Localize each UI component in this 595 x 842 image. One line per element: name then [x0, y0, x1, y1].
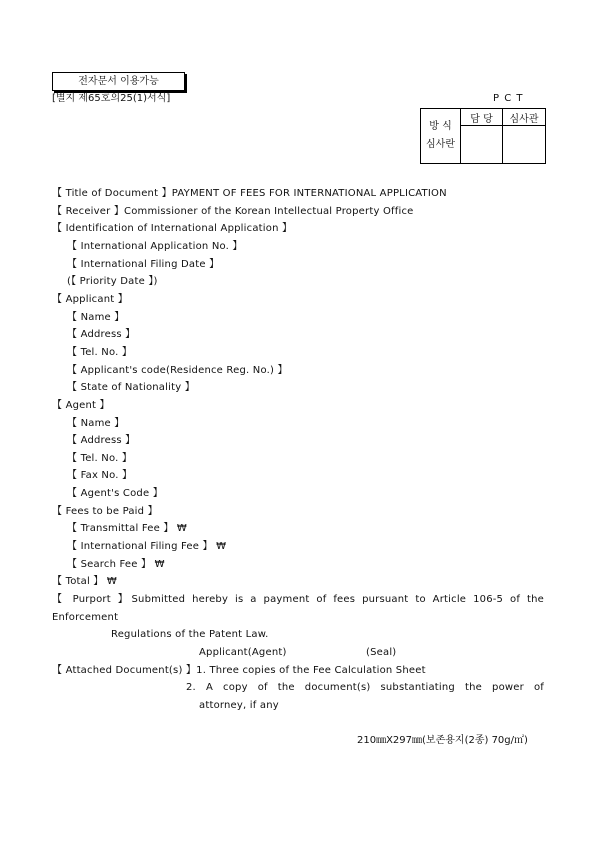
form-reference: [별지 제65호의25(1)서식]: [52, 93, 171, 104]
stamp-row-label-2: 심사란: [426, 139, 455, 150]
agent-tel: 【 Tel. No. 】: [67, 453, 133, 464]
agent-name: 【 Name 】: [67, 418, 125, 429]
agent-fax: 【 Fax No. 】: [67, 470, 133, 481]
total-fee: 【 Total 】 ₩: [52, 576, 117, 587]
intl-filing-date: 【 International Filing Date 】: [67, 259, 220, 270]
priority-date: (【 Priority Date 】): [67, 276, 158, 287]
seal-label: (Seal): [366, 647, 397, 658]
applicant-heading: 【 Applicant 】: [52, 294, 128, 305]
identification-heading: 【 Identification of International Application 】: [52, 223, 293, 234]
intl-application-no: 【 International Application No. 】: [67, 241, 243, 252]
electronic-document-badge: 전자문서 이용가능: [52, 72, 185, 91]
applicant-address: 【 Address 】: [67, 329, 136, 340]
applicant-name: 【 Name 】: [67, 312, 125, 323]
stamp-examiner-cell[interactable]: [503, 126, 546, 164]
agent-code: 【 Agent's Code 】: [67, 488, 163, 499]
fees-heading: 【 Fees to be Paid 】: [52, 506, 158, 517]
stamp-row-label-1: 방 식: [429, 121, 452, 132]
attached-documents-line-3: attorney, if any: [199, 700, 279, 711]
applicant-code: 【 Applicant's code(Residence Reg. No.) 】: [67, 365, 288, 376]
paper-spec: 210㎜X297㎜(보존용지(2종) 70g/㎡): [357, 735, 528, 746]
purport-line-3: Regulations of the Patent Law.: [111, 629, 269, 640]
approval-stamp-box: [420, 108, 546, 164]
stamp-row-label: [421, 109, 461, 164]
applicant-nationality: 【 State of Nationality 】: [67, 382, 195, 393]
receiver: 【 Receiver 】Commissioner of the Korean Intellectual Property Office: [52, 206, 414, 217]
international-filing-fee: 【 International Filing Fee 】 ₩: [67, 541, 227, 552]
attached-documents-line-1: 【 Attached Document(s) 】1. Three copies of the Fee Calculation Sheet: [52, 665, 426, 676]
purport-line-1: 【 Purport 】Submitted hereby is a payment of fees pursuant to Article 106-5 of the: [52, 594, 544, 605]
signer-label: Applicant(Agent): [199, 647, 287, 658]
search-fee: 【 Search Fee 】 ₩: [67, 559, 165, 570]
agent-heading: 【 Agent 】: [52, 400, 110, 411]
stamp-col-officer: 담 당: [461, 109, 503, 126]
pct-label: P C T: [493, 93, 524, 104]
applicant-tel: 【 Tel. No. 】: [67, 347, 133, 358]
purport-line-2: Enforcement: [52, 612, 119, 623]
stamp-col-examiner: 심사관: [503, 109, 546, 126]
agent-address: 【 Address 】: [67, 435, 136, 446]
stamp-officer-cell[interactable]: [461, 126, 503, 164]
attached-documents-line-2: 2. A copy of the document(s) substantiating the power of: [186, 682, 544, 693]
title-of-document: 【 Title of Document 】PAYMENT OF FEES FOR INTERNATIONAL APPLICATION: [52, 188, 447, 199]
transmittal-fee: 【 Transmittal Fee 】 ₩: [67, 523, 188, 534]
